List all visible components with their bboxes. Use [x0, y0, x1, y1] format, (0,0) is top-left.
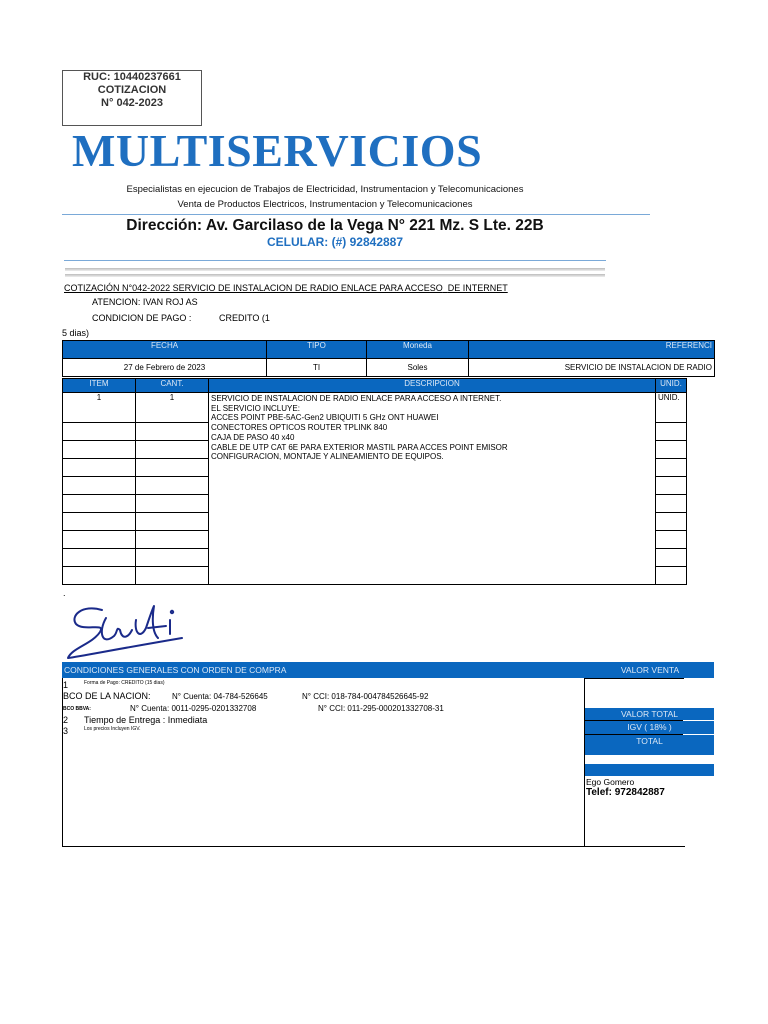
- doc-number: N° 042-2023: [101, 97, 163, 109]
- empty-cell: [63, 459, 136, 477]
- cell-unit: UNID.: [656, 393, 687, 423]
- empty-cell: [656, 567, 687, 585]
- empty-cell: [136, 423, 209, 441]
- conditions-header: CONDICIONES GENERALES CON ORDEN DE COMPRA: [62, 662, 586, 678]
- desc-line: CABLE DE UTP CAT 6E PARA EXTERIOR MASTIL PARA ACCES POINT EMISOR: [211, 442, 508, 452]
- empty-cell: [63, 423, 136, 441]
- cond-number-3: 3: [63, 726, 69, 736]
- cell-qty: 1: [136, 393, 209, 423]
- payment-value: CREDITO (1: [219, 313, 270, 323]
- bank1-name: BCO DE LA NACION:: [63, 691, 151, 701]
- cond-number-2: 2: [63, 715, 69, 725]
- contact-name: Ego Gomero: [586, 777, 635, 787]
- quote-subject: [64, 283, 508, 293]
- valor-venta-header: VALOR VENTA: [586, 662, 714, 678]
- desc-line: ACCES POINT PBE-5AC-Gen2 UBIQUITI 5 GHz ONT HUAWEI: [211, 413, 439, 423]
- desc-line: CONECTORES OPTICOS ROUTER TPLINK 840: [211, 423, 388, 433]
- empty-cell: [656, 477, 687, 495]
- empty-cell: [136, 495, 209, 513]
- payment-continued: 5 dias): [62, 328, 90, 338]
- tagline-2: Venta de Productos Electricos, Instrumentacion y Telecomunicaciones: [177, 199, 473, 210]
- empty-cell: [656, 531, 687, 549]
- cell-moneda: Soles: [367, 359, 469, 377]
- desc-line: CONFIGURACION, MONTAJE Y ALINEAMIENTO DE EQUIPOS.: [211, 452, 444, 462]
- igv-note: Los precios Incluyen IGV.: [84, 726, 141, 732]
- tagline-1: Especialistas en ejecucion de Trabajos de Electricidad, Instrumentacion y Telecomunicaciones: [126, 184, 524, 195]
- bank1-account: N° Cuenta: 04-784-526645: [172, 692, 268, 701]
- items-table: [62, 378, 687, 585]
- header-unid: UNID.: [656, 379, 687, 393]
- blank-total-bar: [585, 764, 714, 776]
- empty-cell: [136, 441, 209, 459]
- cell-item: 1: [63, 393, 136, 423]
- bank2-account: N° Cuenta: 0011-0295-0201332708: [130, 704, 257, 713]
- empty-cell: [656, 459, 687, 477]
- cell-tipo: TI: [267, 359, 367, 377]
- bank1-cci: N° CCI: 018-784-004784526645-92: [302, 692, 429, 701]
- header-referencia: REFERENCI: [469, 341, 715, 359]
- shade-line: [65, 268, 605, 271]
- shade-line: [65, 274, 605, 277]
- empty-cell: [63, 441, 136, 459]
- cell-fecha: 27 de Febrero de 2023: [63, 359, 267, 377]
- empty-cell: [63, 513, 136, 531]
- valor-total-label: VALOR TOTAL: [585, 708, 714, 720]
- address: Dirección: Av. Garcilaso de la Vega N° 221 Mz. S Lte. 22B: [126, 217, 544, 234]
- contact-phone: Telef: 972842887: [586, 787, 665, 798]
- brand-title: MULTISERVICIOS: [72, 125, 483, 176]
- empty-cell: [63, 495, 136, 513]
- conditions-box: [62, 662, 714, 846]
- doc-type: COTIZACION: [97, 84, 167, 96]
- attention: ATENCION: IVAN ROJ AS: [92, 297, 198, 307]
- empty-cell: [136, 549, 209, 567]
- header-item: ITEM: [63, 379, 136, 393]
- cellphone: CELULAR: (#) 92842887: [266, 235, 404, 249]
- header-cant: CANT.: [136, 379, 209, 393]
- empty-cell: [656, 441, 687, 459]
- empty-cell: [136, 477, 209, 495]
- bank2-name: BCO BBVA:: [63, 706, 91, 712]
- ruc-text: RUC: 10440237661: [83, 71, 181, 83]
- desc-line: CAJA DE PASO 40 x40: [211, 432, 295, 442]
- header-fecha: FECHA: [63, 341, 267, 359]
- payment-label: CONDICION DE PAGO :: [92, 313, 192, 323]
- cell-description: [209, 393, 656, 585]
- empty-cell: [63, 549, 136, 567]
- header-tipo: TIPO: [267, 341, 367, 359]
- cell-referencia: SERVICIO DE INSTALACION DE RADIO: [469, 359, 715, 377]
- desc-line: SERVICIO DE INSTALACION DE RADIO ENLACE PARA ACCESO A INTERNET.: [211, 394, 502, 403]
- empty-cell: [63, 531, 136, 549]
- empty-cell: [136, 459, 209, 477]
- empty-cell: [63, 477, 136, 495]
- cond-number-1: 1: [63, 680, 69, 690]
- empty-cell: [656, 513, 687, 531]
- header-descripcion: DESCRIPCION: [209, 379, 656, 393]
- igv-label: IGV ( 18% ): [585, 721, 714, 734]
- empty-cell: [136, 513, 209, 531]
- empty-cell: [656, 423, 687, 441]
- ruc-box: [62, 70, 202, 126]
- empty-cell: [136, 531, 209, 549]
- divider-vertical: [584, 678, 585, 846]
- divider: [62, 214, 650, 215]
- payment-form: Forma de Pago: CREDITO (15 dias): [84, 680, 165, 686]
- bank2-cci: N° CCI: 011-295-000201332708-31: [318, 704, 444, 713]
- divider: [64, 260, 606, 261]
- desc-line: EL SERVICIO INCLUYE:: [211, 403, 300, 413]
- empty-cell: [136, 567, 209, 585]
- header-moneda: Moneda: [367, 341, 469, 359]
- dot-mark: .: [63, 588, 66, 598]
- empty-cell: [63, 567, 136, 585]
- total-label: TOTAL: [585, 735, 714, 755]
- empty-cell: [656, 549, 687, 567]
- subject-part-2: DE INTERNET: [447, 283, 508, 293]
- info-table: [62, 340, 715, 377]
- subject-part-1: COTIZACIÓN N°042-2022 SERVICIO DE INSTALACION DE RADIO ENLACE PARA ACCESO: [64, 283, 443, 293]
- empty-cell: [656, 495, 687, 513]
- delivery: Tiempo de Entrega : Inmediata: [84, 715, 208, 725]
- divider: [584, 678, 684, 679]
